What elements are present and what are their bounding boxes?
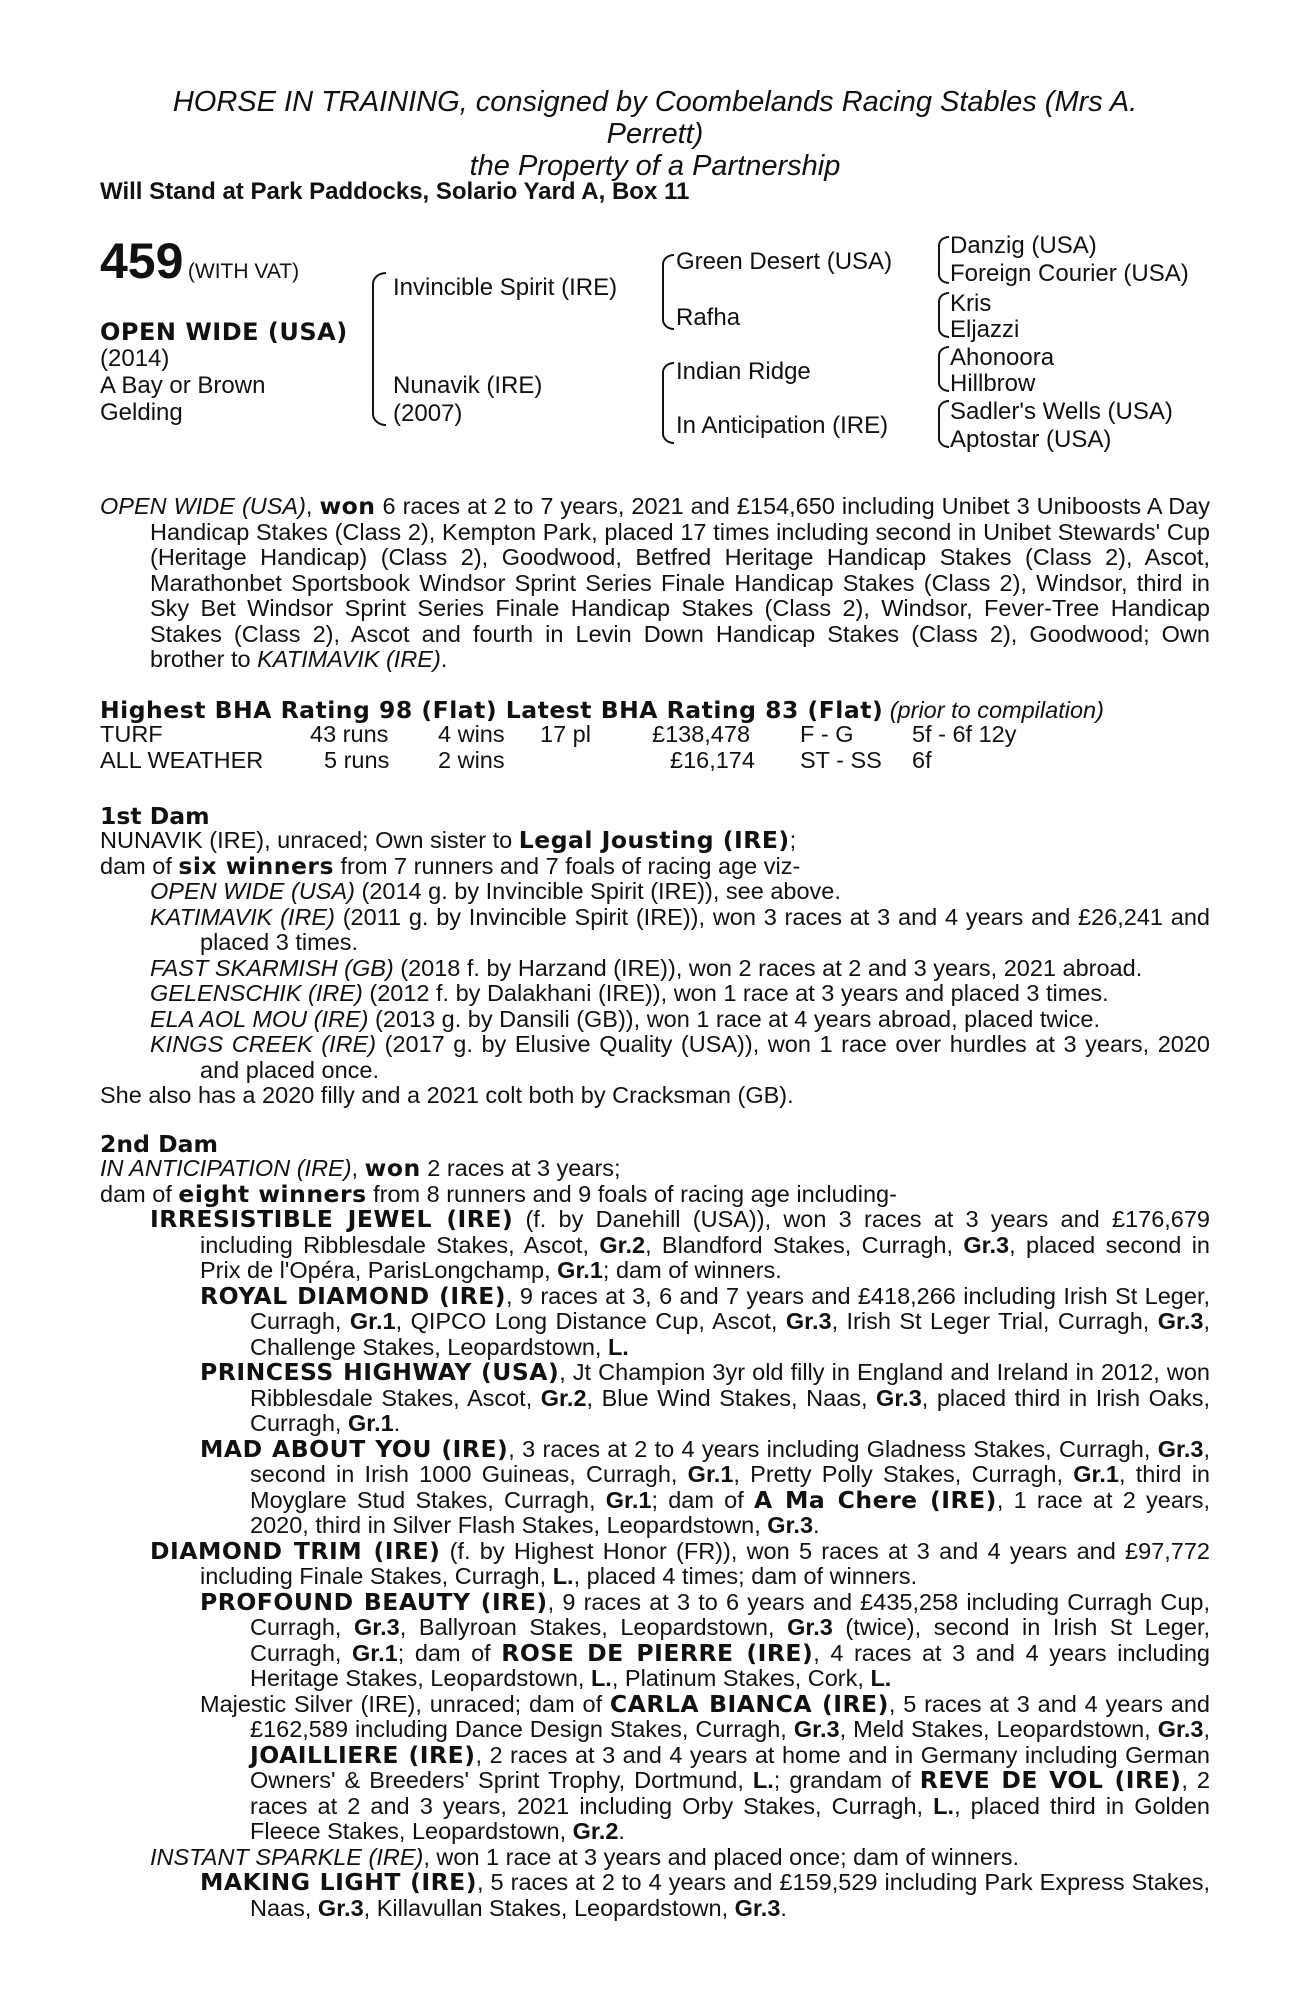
text: , placed second in Prix de l'Opéra, ParisLongchamp, <box>200 1231 1210 1283</box>
produce-name: ROYAL DIAMOND (IRE) <box>200 1281 507 1310</box>
text: , placed third in Golden Fleece Stakes, Leopardstown, <box>250 1792 1210 1844</box>
grade: Gr.3 <box>876 1384 922 1411</box>
pedigree-gen3: Ahonoora <box>950 344 1055 371</box>
text: , QIPCO Long Distance Cup, Ascot, <box>395 1308 786 1334</box>
stand-location: Will Stand at Park Paddocks, Solario Yard A, Box 11 <box>100 178 690 205</box>
produce-name: PROFOUND BEAUTY (IRE) <box>200 1587 548 1616</box>
stat-earnings: £138,478 <box>652 721 751 747</box>
produce-entry: MAKING LIGHT (IRE), 5 races at 2 to 4 years and £159,529 including Park Express Stakes, Naas, Gr.3, Killavullan Stakes, Leopardstown, Gr.3. <box>200 1868 1210 1921</box>
grade: Gr.3 <box>787 1614 833 1640</box>
stat-distance: 5f - 6f 12y <box>912 721 1017 747</box>
grade: Gr.3 <box>734 1894 781 1921</box>
dam-name: IN ANTICIPATION (IRE) <box>100 1155 352 1181</box>
grade: Gr.1 <box>352 1639 398 1666</box>
text: , 9 races at 3, 6 and 7 years and £418,266 including Irish St Leger, Curragh, <box>250 1282 1210 1334</box>
pedigree-bracket <box>938 292 949 338</box>
produce-text: (2011 g. by Invincible Spirit (IRE)), won 3 races at 3 and 4 years and £26,241 and placed 3 times. <box>200 903 1210 955</box>
header-consignor-line: HORSE IN TRAINING, consigned by Coombelands Racing Stables (Mrs A. <box>172 86 1138 118</box>
text: , Killavullan Stakes, Leopardstown, <box>363 1894 735 1921</box>
produce-text: (2012 f. by Dalakhani (IRE)), won 1 race at 3 years and placed 3 times. <box>362 980 1109 1006</box>
text: ; dam of <box>651 1486 754 1513</box>
pedigree-gen3: Sadler's Wells (USA) <box>950 398 1173 425</box>
text: , third in Moyglare Stud Stakes, Curragh, <box>250 1461 1210 1513</box>
summary-text: 6 races at 2 to 7 years, 2021 and £154,650 including Unibet 3 Uniboosts A Day Handicap Stakes (Class 2), Kempton Park, placed 17 times including second in Unibet Stewards' Cup (Heritage Handicap) (Class 2), Goodwood, Betfred Heritage Handicap Stakes (Class 2), Ascot, Marathonbet Sportsbook Windsor Sprint Series Finale Handicap Stakes (Class 2), Windsor, third in Sky Bet Windsor Sprint Series Finale Handicap Stakes (Class 2), Windsor, Fever-Tree Handicap Stakes (Class 2), Ascot and fourth in Levin Down Handicap Stakes (Class 2), Goodwood; Own brother to <box>150 493 1210 672</box>
text: (f. by Danehill (USA)), won 3 races at 3 years and £176,679 including Ribblesdale Stakes, Ascot, <box>200 1206 1210 1258</box>
text: 2 races at 3 years; <box>420 1155 621 1181</box>
sibling-name: Legal Jousting (IRE) <box>518 826 790 854</box>
grade: Gr.2 <box>540 1384 587 1411</box>
produce-name: A Ma Chere (IRE) <box>753 1485 997 1514</box>
grade: Gr.3 <box>354 1614 400 1640</box>
produce-name: FAST SKARMISH (GB) <box>150 954 394 981</box>
text: , <box>1203 1716 1210 1742</box>
text: NUNAVIK (IRE), unraced; Own sister to <box>100 827 519 853</box>
header-property-line: the Property of a Partnership <box>469 150 841 182</box>
grade: Gr.3 <box>963 1231 1010 1258</box>
lot-number: 459 <box>100 233 184 289</box>
summary-end: . <box>440 646 448 672</box>
stat-earnings: £16,174 <box>670 747 755 773</box>
grade: Gr.1 <box>1073 1461 1119 1487</box>
text: , Platinum Stakes, Cork, <box>611 1665 871 1691</box>
stat-surface: ALL WEATHER <box>100 747 264 773</box>
produce-name: KATIMAVIK (IRE) <box>150 903 335 930</box>
text: , Jt Champion 3yr old filly in England and Ireland in 2012, won Ribblesdale Stakes, Ascot, <box>250 1359 1210 1411</box>
text: from 7 runners and 7 foals of racing age viz- <box>334 852 801 879</box>
grade: Gr.3 <box>1157 1716 1204 1742</box>
stat-going: ST - SS <box>800 747 882 773</box>
stat-distance: 6f <box>912 747 932 773</box>
produce-name: GELENSCHIK (IRE) <box>150 980 363 1006</box>
pedigree-sire-sire: Green Desert (USA) <box>676 248 893 275</box>
first-dam-heading: 1st Dam <box>100 802 210 830</box>
grade: Gr.1 <box>605 1486 652 1513</box>
produce-text: (2018 f. by Harzand (IRE)), won 2 races at 2 and 3 years, 2021 abroad. <box>393 954 1143 981</box>
grade: Gr.3 <box>785 1308 832 1334</box>
grade: Gr.2 <box>599 1231 646 1258</box>
produce-entry: MAD ABOUT YOU (IRE), 3 races at 2 to 4 years including Gladness Stakes, Curragh, Gr.3, second in Irish 1000 Guineas, Curragh, Gr.1, Pretty Polly Stakes, Curragh, Gr.1, third in Moyglare Stud Stakes, Curragh, Gr.1; dam of A Ma Chere (IRE), 1 race at 2 years, 2020, third in Silver Flash Stakes, Leopardstown, Gr.3. <box>200 1434 1210 1538</box>
produce-entry <box>100 1587 1211 1692</box>
produce-name: ELA AOL MOU (IRE) <box>150 1005 369 1032</box>
text: , 2 races at 3 and 4 years at home and in Germany including German Owners' & Breeders' Sprint Trophy, Dortmund, <box>250 1741 1210 1793</box>
text: , Challenge Stakes, Leopardstown, <box>250 1308 1211 1360</box>
text: (twice), second in Irish St Leger, Curragh, <box>250 1614 1211 1666</box>
grade: Gr.3 <box>767 1512 814 1538</box>
produce-name: PRINCESS HIGHWAY (USA) <box>200 1358 560 1386</box>
pedigree-dam-year: (2007) <box>393 400 463 427</box>
text: , 3 races at 2 to 4 years including Gladness Stakes, Curragh, <box>508 1435 1158 1462</box>
text: (f. by Highest Honor (FR)), won 5 races at 3 and 4 years and £97,772 including Finale Stakes, Curragh, <box>200 1537 1210 1589</box>
rating-note: (prior to compilation) <box>889 697 1104 723</box>
stat-wins: 2 wins <box>438 747 505 773</box>
text: , Pretty Polly Stakes, Curragh, <box>733 1461 1074 1487</box>
pedigree-dam-dam: In Anticipation (IRE) <box>676 412 889 439</box>
text: ; dam of winners. <box>602 1257 782 1283</box>
grade: Gr.3 <box>317 1894 364 1921</box>
pedigree-bracket <box>662 362 674 444</box>
pedigree-gen3: Foreign Courier (USA) <box>950 260 1189 287</box>
pedigree-bracket <box>938 346 949 392</box>
text: , 9 races at 3 to 6 years and £435,258 including Curragh Cup, Curragh, <box>250 1588 1210 1640</box>
produce-entry <box>100 956 1210 982</box>
produce-entry: PRINCESS HIGHWAY (USA), Jt Champion 3yr old filly in England and Ireland in 2012, won Ribblesdale Stakes, Ascot, Gr.2, Blue Wind Stakes, Naas, Gr.3, placed third in Irish Oaks, Curragh, Gr.1. <box>200 1358 1211 1436</box>
stat-surface: TURF <box>100 721 163 747</box>
stat-runs: 43 runs <box>310 721 389 747</box>
grade: Gr.3 <box>1157 1435 1204 1462</box>
produce-text: (2013 g. by Dansili (GB)), won 1 race at 4 years abroad, placed twice. <box>368 1005 1100 1032</box>
stat-runs: 5 runs <box>324 747 390 773</box>
produce-name: MAKING LIGHT (IRE) <box>200 1868 477 1896</box>
grade: L. <box>933 1792 955 1819</box>
pedigree-bracket <box>662 254 674 330</box>
produce-name: ROSE DE PIERRE (IRE) <box>501 1638 814 1667</box>
vat-note: (WITH VAT) <box>187 260 300 283</box>
produce-entry <box>100 981 1210 1007</box>
text: , Meld Stakes, Leopardstown, <box>839 1716 1158 1742</box>
additional-produce: She also has a 2020 filly and a 2021 colt both by Cracksman (GB). <box>100 1082 794 1108</box>
grade: Gr.1 <box>349 1308 396 1334</box>
second-dam-section <box>100 1156 1210 1921</box>
text: ; dam of <box>397 1639 502 1666</box>
race-record-summary: OPEN WIDE (USA), won 6 races at 2 to 7 years, 2021 and £154,650 including Unibet 3 Uniboosts A Day Handicap Stakes (Class 2), Kempton Park, placed 17 times including second in Unibet Stewards' Cup (Heritage Handicap) (Class 2), Goodwood, Betfred Heritage Handicap Stakes (Class 2), Ascot, Marathonbet Sportsbook Windsor Sprint Series Finale Handicap Stakes (Class 2), Windsor, third in Sky Bet Windsor Sprint Series Finale Handicap Stakes (Class 2), Windsor, Fever-Tree Handicap Stakes (Class 2), Ascot and fourth in Levin Down Handicap Stakes (Class 2), Goodwood; Own brother to KATIMAVIK (IRE). <box>100 492 1210 672</box>
produce-name: DIAMOND TRIM (IRE) <box>150 1536 441 1565</box>
grade: Gr.2 <box>572 1818 619 1844</box>
produce-name: KINGS CREEK (IRE) <box>150 1031 377 1057</box>
pedigree-gen3: Danzig (USA) <box>950 232 1097 259</box>
text: , Ballyroan Stakes, Leopardstown, <box>399 1614 788 1640</box>
horse-name-ref: OPEN WIDE (USA) <box>100 493 306 519</box>
produce-entry <box>100 1845 1210 1871</box>
grade: Gr.1 <box>687 1461 734 1487</box>
winner-count: eight winners <box>178 1179 367 1208</box>
second-dam-heading: 2nd Dam <box>100 1130 218 1158</box>
produce-entry <box>100 905 1210 956</box>
produce-entry <box>100 879 1210 905</box>
text: , 2 races at 2 and 3 years, 2021 including Orby Stakes, Curragh, <box>250 1767 1211 1819</box>
horse-name: OPEN WIDE (USA) <box>100 318 348 346</box>
stat-wins: 4 wins <box>438 721 505 747</box>
grade: L. <box>607 1333 629 1360</box>
foaling-year: (2014) <box>100 345 170 372</box>
first-dam-section <box>100 828 1210 1109</box>
brother-ref: KATIMAVIK (IRE) <box>257 646 441 672</box>
text: , Blandford Stakes, Curragh, <box>645 1231 964 1258</box>
text: , 5 races at 3 and 4 years and £162,589 including Dance Design Stakes, Curragh, <box>250 1690 1211 1742</box>
produce-entry <box>100 1281 1211 1361</box>
pedigree-bracket <box>938 400 949 448</box>
produce-entry <box>100 1536 1210 1590</box>
won-label: won <box>364 1154 421 1182</box>
text: , Irish St Leger Trial, Curragh, <box>831 1308 1158 1334</box>
text: , Blue Wind Stakes, Naas, <box>586 1384 877 1411</box>
text: , placed 4 times; dam of winners. <box>573 1563 918 1589</box>
text: , 4 races at 3 and 4 years including Heritage Stakes, Leopardstown, <box>250 1639 1211 1691</box>
pedigree-gen3: Eljazzi <box>950 316 1020 343</box>
rating-heading-row <box>100 696 1104 724</box>
pedigree-sire: Invincible Spirit (IRE) <box>393 274 618 301</box>
pedigree-dam-sire: Indian Ridge <box>676 358 811 385</box>
produce-name: MAD ABOUT YOU (IRE) <box>200 1434 509 1463</box>
grade: L. <box>870 1665 892 1691</box>
grade: Gr.3 <box>1157 1308 1204 1334</box>
grade: L. <box>552 1563 574 1589</box>
produce-entry <box>100 1207 1210 1284</box>
grade: L. <box>590 1665 612 1691</box>
produce-name: OPEN WIDE (USA) <box>150 878 355 904</box>
text: , 5 races at 2 to 4 years and £159,529 including Park Express Stakes, Naas, <box>250 1869 1210 1921</box>
pedigree-gen3: Aptostar (USA) <box>950 426 1112 453</box>
text: , 1 race at 2 years, 2020, third in Silver Flash Stakes, Leopardstown, <box>250 1486 1210 1538</box>
produce-name: CARLA BIANCA (IRE) <box>609 1689 889 1718</box>
pedigree-dam: Nunavik (IRE) <box>393 372 543 399</box>
produce-name: IRRESISTIBLE JEWEL (IRE) <box>150 1205 514 1233</box>
stat-going: F - G <box>800 721 854 747</box>
text: ; grandam of <box>773 1767 920 1793</box>
produce-entry <box>100 1007 1210 1033</box>
pedigree-bracket <box>372 272 386 426</box>
winner-count: six winners <box>178 851 334 880</box>
pedigree-bracket <box>938 236 949 284</box>
won-label: won <box>319 492 376 520</box>
pedigree-sire-dam: Rafha <box>676 304 741 331</box>
produce-text: (2017 g. by Elusive Quality (USA)), won 1 race over hurdles at 3 years, 2020 and placed once. <box>200 1031 1210 1083</box>
text: dam of <box>100 852 179 879</box>
text: dam of <box>100 1180 179 1207</box>
grade: Gr.1 <box>557 1257 603 1283</box>
produce-name: INSTANT SPARKLE (IRE) <box>150 1843 424 1870</box>
grade: Gr.3 <box>793 1716 840 1742</box>
produce-name: REVE DE VOL (IRE) <box>919 1766 1182 1794</box>
sex: Gelding <box>100 399 183 426</box>
text: , <box>351 1155 365 1181</box>
grade: Gr.1 <box>347 1410 394 1436</box>
text: , won 1 race at 3 years and placed once; dam of winners. <box>423 1843 1020 1870</box>
text: Majestic Silver (IRE), unraced; dam of <box>200 1690 610 1717</box>
produce-name: JOAILLIERE (IRE) <box>250 1740 476 1769</box>
pedigree-gen3: Kris <box>950 290 992 317</box>
text: ; <box>789 827 797 853</box>
text: , second in Irish 1000 Guineas, Curragh, <box>250 1435 1210 1487</box>
produce-entry <box>100 1032 1210 1083</box>
produce-text: (2014 g. by Invincible Spirit (IRE)), see above. <box>354 878 841 904</box>
header-consignor-line-cont: Perrett) <box>606 118 704 150</box>
text: from 8 runners and 9 foals of racing age including- <box>366 1180 897 1207</box>
text: , placed third in Irish Oaks, Curragh, <box>250 1384 1211 1436</box>
rating-heading: Highest BHA Rating 98 (Flat) Latest BHA Rating 83 (Flat) <box>100 696 884 724</box>
colour: A Bay or Brown <box>100 372 266 399</box>
lot-number-row <box>100 232 299 290</box>
produce-entry: Majestic Silver (IRE), unraced; dam of CARLA BIANCA (IRE), 5 races at 3 and 4 years and £162,589 including Dance Design Stakes, Curragh, Gr.3, Meld Stakes, Leopardstown, Gr.3, JOAILLIERE (IRE), 2 races at 3 and 4 years at home and in Germany including German Owners' & Breeders' Sprint Trophy, Dortmund, L.; grandam of REVE DE VOL (IRE), 2 races at 2 and 3 years, 2021 including Orby Stakes, Curragh, L., placed third in Golden Fleece Stakes, Leopardstown, Gr.2. <box>200 1689 1211 1844</box>
grade: L. <box>752 1767 774 1793</box>
stat-placed: 17 pl <box>540 721 591 747</box>
pedigree-gen3: Hillbrow <box>950 370 1036 397</box>
